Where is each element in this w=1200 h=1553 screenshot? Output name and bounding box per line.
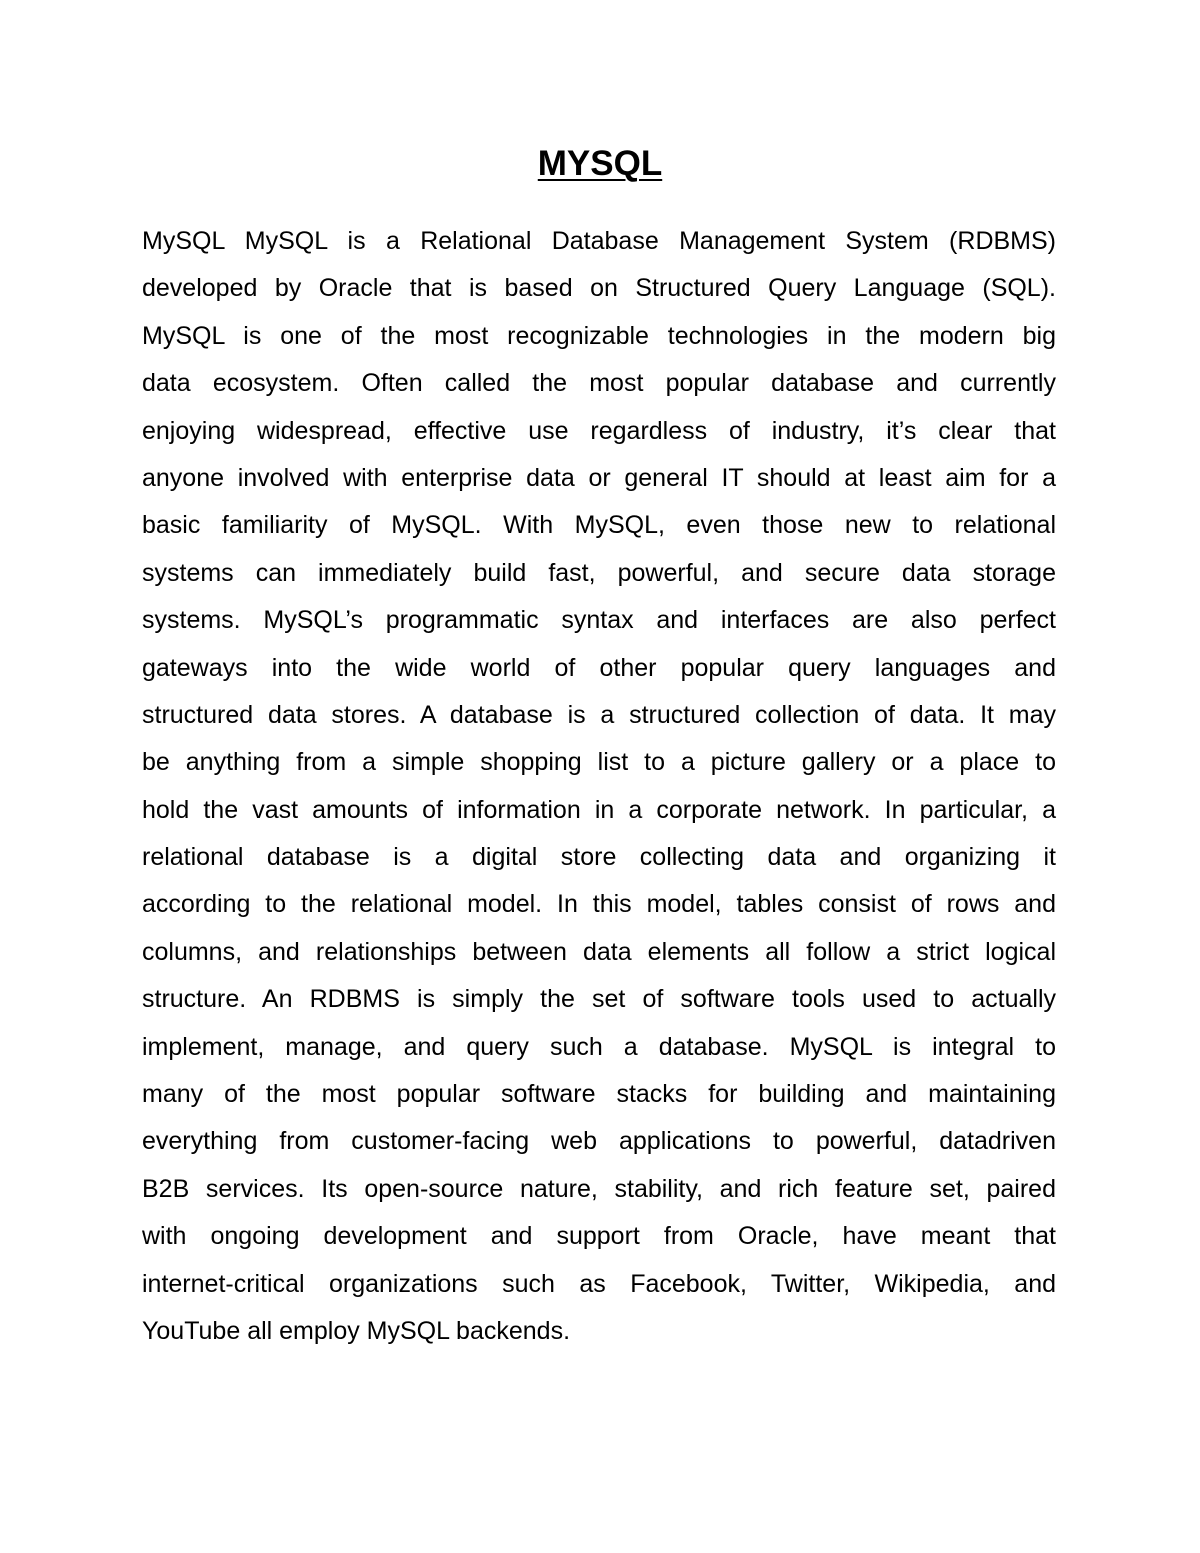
body-line: gateways into the wide world of other popular query languages and	[142, 653, 1056, 682]
document-title	[0, 142, 1200, 186]
body-line: enjoying widespread, effective use regardless of industry, it’s clear that	[142, 416, 1056, 445]
body-line: internet-critical organizations such as Facebook, Twitter, Wikipedia, and	[142, 1269, 1056, 1298]
body-line: anyone involved with enterprise data or general IT should at least aim for a	[142, 463, 1056, 492]
body-line: MySQL MySQL is a Relational Database Management System (RDBMS)	[142, 227, 1056, 255]
body-line-last: YouTube all employ MySQL backends.	[142, 1316, 571, 1345]
body-line: everything from customer-facing web applications to powerful, datadriven	[142, 1127, 1056, 1156]
body-line: according to the relational model. In this model, tables consist of rows and	[142, 890, 1056, 919]
body-line: implement, manage, and query such a database. MySQL is integral to	[142, 1032, 1056, 1061]
body-line: B2B services. Its open-source nature, stability, and rich feature set, paired	[142, 1174, 1056, 1203]
body-line: columns, and relationships between data elements all follow a strict logical	[142, 937, 1056, 966]
document-title-text: MYSQL	[537, 144, 663, 183]
body-line: many of the most popular software stacks for building and maintaining	[142, 1080, 1056, 1109]
body-line: hold the vast amounts of information in a corporate network. In particular, a	[142, 795, 1056, 824]
body-line: basic familiarity of MySQL. With MySQL, even those new to relational	[142, 511, 1056, 540]
body-line: relational database is a digital store collecting data and organizing it	[142, 843, 1056, 872]
body-line: systems can immediately build fast, powerful, and secure data storage	[142, 558, 1056, 587]
body-line: data ecosystem. Often called the most popular database and currently	[142, 369, 1056, 398]
body-line: systems. MySQL’s programmatic syntax and interfaces are also perfect	[142, 606, 1056, 635]
body-line: structure. An RDBMS is simply the set of software tools used to actually	[142, 985, 1056, 1014]
body-line: MySQL is one of the most recognizable technologies in the modern big	[142, 321, 1056, 350]
body-line: be anything from a simple shopping list to a picture gallery or a place to	[142, 748, 1056, 777]
body-line: with ongoing development and support from Oracle, have meant that	[142, 1222, 1056, 1251]
body-line: structured data stores. A database is a structured collection of data. It may	[142, 700, 1056, 729]
body-line: developed by Oracle that is based on Structured Query Language (SQL).	[142, 274, 1056, 303]
document-body	[142, 218, 1056, 1355]
